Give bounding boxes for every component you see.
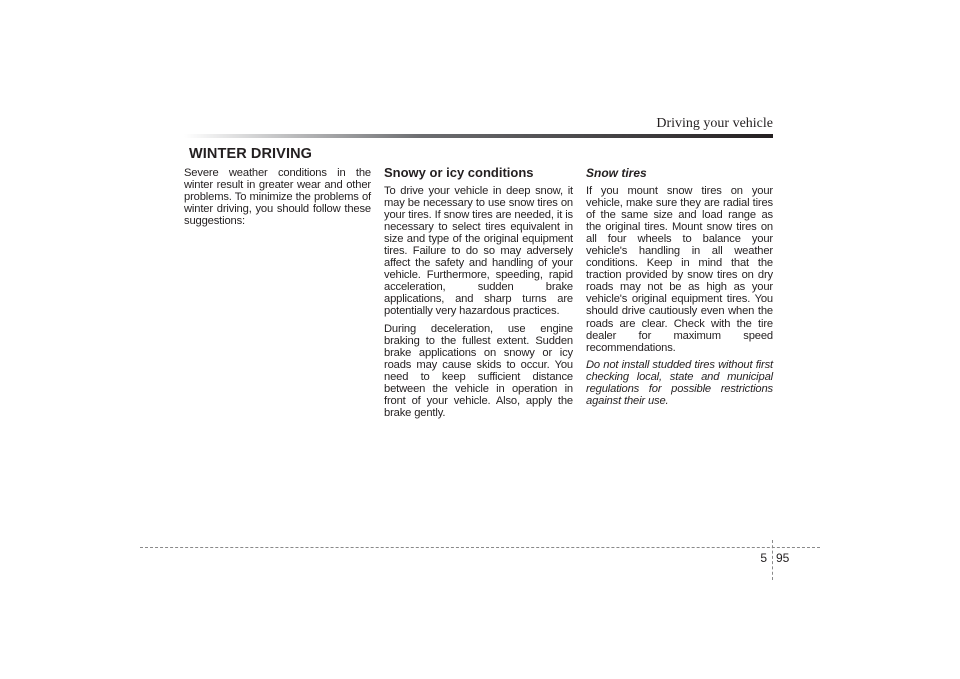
intro-paragraph: Severe weather conditions in the winter result in greater wear and other problems. To minimize the problems of winter driving, you should follow these suggestions:: [184, 167, 371, 228]
footer-divider: [772, 540, 773, 580]
column-intro: [184, 167, 371, 232]
footer-rule: [140, 547, 820, 548]
snowy-icy-paragraph-1: To drive your vehicle in deep snow, it may be necessary to use snow tires on your tires. If snow tires are needed, it is necessary to select tires equivalent in size and type of the original equipment tires. Failure to do so may adversely affect the safety and handling of your vehicle. Furthermore, speeding, rapid acceleration, sudden brake applications, and sharp turns are potentially very hazardous practices.: [384, 185, 573, 318]
snow-tires-heading: Snow tires: [586, 166, 647, 180]
running-header-title: Driving your vehicle: [656, 116, 773, 131]
studded-tires-warning: Do not install studded tires without first checking local, state and municipal regulations for possible restrictions against their use.: [586, 358, 773, 407]
section-heading: WINTER DRIVING: [189, 146, 313, 162]
snowy-icy-paragraph-2: During deceleration, use engine braking to the fullest extent. Sudden brake applications on snowy or icy roads may cause skids to occur. You need to keep sufficient distance between the vehicle in operation in front of your vehicle. Also, apply the brake gently.: [384, 322, 573, 419]
chapter-number: 5: [760, 551, 767, 565]
header-rule: [184, 134, 773, 138]
column-snowy-icy: [384, 166, 573, 424]
page-number: 95: [776, 551, 790, 565]
column-snow-tires: [586, 166, 773, 412]
snow-tires-paragraph: If you mount snow tires on your vehicle, make sure they are radial tires of the same size and load range as the original tires. Mount snow tires on all four wheels to balance your vehicle's handling in all weather conditions. Keep in mind that the traction provided by snow tires on dry roads may not be as high as your vehicle's original equipment tires. You should drive cautiously even when the roads are clear. Check with the tire dealer for maximum speed recommendations.: [586, 185, 773, 354]
snowy-icy-heading: Snowy or icy conditions: [384, 165, 534, 180]
